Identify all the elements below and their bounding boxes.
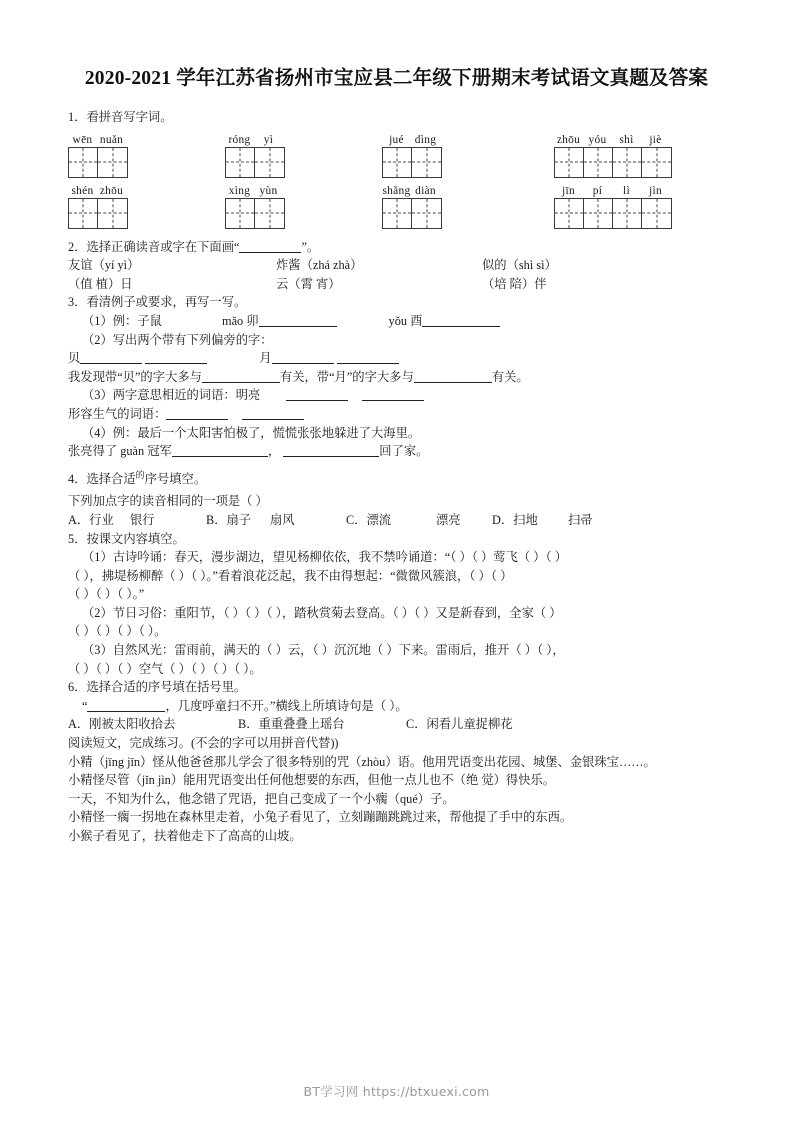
q6-option-a[interactable]: A．刚被太阳收拾去 xyxy=(68,717,176,732)
q3-item-you: yǒu 酉 xyxy=(388,313,423,328)
question-5-part2-line1: （2）节日习俗：重阳节，（ ）（ ）（ ），踏秋赏菊去登高。（ ）（ ）又是新春到，全家（ ） xyxy=(82,605,562,620)
tianzige-cell[interactable] xyxy=(98,148,127,177)
question-5-part3-line1: （3）自然风光：雷雨前，满天的（ ）云，（ ）沉沉地（ ）下来。雷雨后，推开（ ）（ ）， xyxy=(82,643,565,658)
tianzige-cell[interactable] xyxy=(642,148,671,177)
question-4-heading xyxy=(68,470,751,489)
pinyin-syllable: jué xyxy=(389,133,404,146)
pinyin-label-row xyxy=(225,131,285,147)
q3-zhangliang-c: 回了家。 xyxy=(379,444,429,459)
question-6-heading: 6．选择合适的序号填在括号里。 xyxy=(68,680,247,695)
question-3-radical-blanks xyxy=(68,349,751,368)
answer-blank[interactable] xyxy=(80,352,142,364)
answer-blank[interactable] xyxy=(362,389,424,401)
pinyin-syllable: yóu xyxy=(588,133,607,146)
tianzige-grid[interactable] xyxy=(382,198,442,229)
tianzige-cell[interactable] xyxy=(226,148,255,177)
answer-blank[interactable] xyxy=(272,352,334,364)
tianzige-cell[interactable] xyxy=(613,148,642,177)
q4-option-a-word2[interactable]: 银行 xyxy=(130,512,155,527)
question-3-sub-2-label: （2）写出两个带有下列偏旁的字： xyxy=(82,332,273,347)
answer-blank[interactable] xyxy=(172,445,268,457)
q2-choice[interactable]: 云（霄 宵） xyxy=(276,276,341,291)
pinyin-syllable: xìng xyxy=(228,184,251,197)
pinyin-grid-group xyxy=(554,182,672,229)
question-6-stem xyxy=(68,697,751,716)
pinyin-label-row xyxy=(554,182,672,198)
page-title-area xyxy=(0,0,793,96)
answer-blank[interactable] xyxy=(166,408,228,420)
pinyin-syllable: shǎng xyxy=(382,184,411,197)
pinyin-syllable: zhōu xyxy=(556,133,581,146)
tianzige-cell[interactable] xyxy=(584,148,613,177)
pinyin-syllable: róng xyxy=(228,133,251,146)
question-2-line-2 xyxy=(68,275,751,294)
q3-sentence-b: 有关，带“月”的字大多与 xyxy=(279,369,414,384)
radical-yue: 月 xyxy=(259,351,272,366)
answer-blank[interactable] xyxy=(286,389,348,401)
answer-blank[interactable] xyxy=(259,315,337,327)
q2-choice[interactable]: （培 陪）伴 xyxy=(482,276,547,291)
question-3-discovery-sentence xyxy=(68,368,751,387)
answer-blank[interactable] xyxy=(145,352,207,364)
question-3-sub-3 xyxy=(68,386,751,405)
question-5-part3-line2: （ ）（ ）（ ）空气（ ）（ ）（ ）（ ）。 xyxy=(68,661,262,676)
question-5-part2-line2: （ ）（ ）（ ）（ ）。 xyxy=(68,624,167,639)
radical-bei: 贝 xyxy=(68,351,81,366)
question-5-part1-line3: （ ）（ ）（ ）。” xyxy=(68,587,145,602)
q3-angry-label: 形容生气的词语： xyxy=(68,406,167,421)
q6-option-b[interactable]: B．重重叠叠上瑶台 xyxy=(238,717,345,732)
tianzige-cell[interactable] xyxy=(255,148,284,177)
question-4-heading-superscript: 的 xyxy=(135,469,145,480)
question-2-heading xyxy=(68,238,751,257)
tianzige-cell[interactable] xyxy=(412,199,441,228)
tianzige-cell[interactable] xyxy=(255,199,284,228)
q4-option-d-word2[interactable]: 扫帚 xyxy=(568,512,593,527)
q2-choice[interactable]: 友谊（yí yì） xyxy=(68,258,140,273)
tianzige-grid[interactable] xyxy=(68,198,128,229)
pinyin-label-row xyxy=(554,131,672,147)
q3-item-mao: mǎo 卯 xyxy=(222,313,259,328)
tianzige-grid[interactable] xyxy=(225,198,285,229)
question-4-stem: 下列加点字的读音相同的一项是（ ） xyxy=(68,494,268,509)
q4-option-b-word2[interactable]: 扇风 xyxy=(270,512,295,527)
footer-watermark: BT学习网 https://btxuexi.com xyxy=(303,1084,490,1099)
pinyin-syllable: yì xyxy=(263,133,274,146)
question-4-heading-part-a: 4．选择合适 xyxy=(68,471,136,486)
question-3-sub-1 xyxy=(68,312,751,331)
q3-zhangliang-b: ， xyxy=(267,444,281,459)
q6-option-c[interactable]: C．闲看儿童捉柳花 xyxy=(406,717,513,732)
question-5-heading: 5．按课文内容填空。 xyxy=(68,531,185,546)
reading-instruction: 阅读短文，完成练习。(不会的字可以用拼音代替)) xyxy=(68,736,339,751)
pinyin-label-row xyxy=(382,182,442,198)
pinyin-syllable: shén xyxy=(71,184,94,197)
q3-zhangliang-a: 张亮得了 guàn 冠军 xyxy=(68,444,172,459)
question-1-heading: 1．看拼音写字词。 xyxy=(68,110,173,124)
answer-blank[interactable] xyxy=(202,371,280,383)
reading-line: 小精怪尽管（jǐn jìn）能用咒语变出任何他想要的东西，但他一点儿也不（绝 觉）得快乐。 xyxy=(68,773,556,788)
q4-option-c-word2[interactable]: 漂亮 xyxy=(436,512,461,527)
question-5-part1-line1: （1）古诗吟诵：春天，漫步湖边，望见杨柳依依，我不禁吟诵道：“（ ）（ ）莺飞（ ）（ ） xyxy=(82,550,568,565)
answer-blank[interactable] xyxy=(337,352,399,364)
q6-stem-quote-open: “ xyxy=(82,698,88,713)
q4-option-c[interactable]: C．漂流 xyxy=(346,512,392,527)
pinyin-syllable: yùn xyxy=(259,184,278,197)
pinyin-grid-group xyxy=(554,131,672,178)
tianzige-cell[interactable] xyxy=(383,148,412,177)
question-6-options xyxy=(68,715,751,734)
reading-line: 小精怪一瘸一拐地在森林里走着，小兔子看见了，立刻蹦蹦跳跳过来，帮他提了手中的东西。 xyxy=(68,810,573,825)
answer-blank[interactable] xyxy=(239,241,301,253)
tianzige-grid[interactable] xyxy=(68,147,128,178)
q3-example-label: （1）例：子鼠 xyxy=(82,313,162,328)
answer-blank[interactable] xyxy=(87,700,165,712)
pinyin-grid-group xyxy=(382,131,442,178)
q2-choice[interactable]: （值 植）日 xyxy=(68,276,133,291)
q2-choice[interactable]: 似的（shì sì） xyxy=(482,258,557,273)
question-5-part1-line2: （ ），拂堤杨柳醉（ ）（ ）。”看着浪花泛起，我不由得想起：“微微风簇浪，（ ）（ ） xyxy=(68,568,513,583)
reading-line: 一天，不知为什么，他念错了咒语，把自己变成了一个小瘸（qué）子。 xyxy=(68,791,455,806)
tianzige-cell[interactable] xyxy=(98,199,127,228)
tianzige-grid[interactable] xyxy=(554,198,672,229)
tianzige-cell[interactable] xyxy=(383,199,412,228)
page-title: 2020-2021 学年江苏省扬州市宝应县二年级下册期末考试语文真题及答案 xyxy=(84,68,709,89)
pinyin-syllable: dìng xyxy=(414,133,437,146)
pinyin-syllable: nuǎn xyxy=(99,133,124,146)
q3-sentence-c: 有关。 xyxy=(491,369,529,384)
tianzige-cell[interactable] xyxy=(555,148,584,177)
q3-sentence-a: 我发现带“贝”的字大多与 xyxy=(68,369,202,384)
q6-stem-rest: ，几度呼童扫不开。”横线上所填诗句是（ ）。 xyxy=(165,698,408,713)
pinyin-syllable: pí xyxy=(592,184,603,197)
question-2-line-1 xyxy=(68,256,751,275)
answer-blank[interactable] xyxy=(283,445,379,457)
tianzige-cell[interactable] xyxy=(226,199,255,228)
pinyin-grid-group xyxy=(382,182,442,229)
pinyin-syllable: jìn xyxy=(649,184,662,197)
pinyin-grid-row xyxy=(68,131,751,178)
pinyin-label-row xyxy=(225,182,285,198)
pinyin-syllable: jīn xyxy=(562,184,575,197)
question-4-heading-part-b: 序号填空。 xyxy=(144,471,207,486)
question-4-options xyxy=(68,511,751,530)
pinyin-syllable: wēn xyxy=(72,133,93,146)
answer-blank[interactable] xyxy=(422,315,500,327)
reading-line: 小猴子看见了，扶着他走下了高高的山坡。 xyxy=(68,829,302,843)
pinyin-grid-group xyxy=(68,131,128,178)
exam-content xyxy=(0,96,793,846)
reading-line: 小精（jīng jīn）怪从他爸爸那儿学会了很多特别的咒（zhòu）语。他用咒语变出花园、城堡、金银珠宝……。 xyxy=(68,754,656,769)
question-3-heading: 3．看清例子或要求，再写一写。 xyxy=(68,295,247,310)
tianzige-grid[interactable] xyxy=(554,147,672,178)
question-2-heading-part-a: 2．选择正确读音或字在下面画“ xyxy=(68,239,240,254)
pinyin-label-row xyxy=(68,182,128,198)
pinyin-label-row xyxy=(68,131,128,147)
question-3-angry-words xyxy=(68,405,751,424)
answer-blank[interactable] xyxy=(414,371,492,383)
question-3-sub-4-sentence xyxy=(68,442,751,461)
question-3-sub-4-label: （4）例：最后一个太阳害怕极了，慌慌张张地躲进了大海里。 xyxy=(82,425,421,440)
tianzige-cell[interactable] xyxy=(613,199,642,228)
tianzige-cell[interactable] xyxy=(555,199,584,228)
pinyin-syllable: shì xyxy=(619,133,634,146)
q4-option-a[interactable]: A．行业 xyxy=(68,512,114,527)
pinyin-grid-group xyxy=(225,182,285,229)
pinyin-syllable: zhōu xyxy=(99,184,124,197)
tianzige-grid[interactable] xyxy=(382,147,442,178)
tianzige-grid[interactable] xyxy=(225,147,285,178)
pinyin-grid-group xyxy=(68,182,128,229)
pinyin-syllable: diàn xyxy=(415,184,436,197)
q4-option-b[interactable]: B．扇子 xyxy=(206,512,252,527)
tianzige-cell[interactable] xyxy=(69,199,98,228)
q2-choice[interactable]: 炸酱（zhá zhà） xyxy=(276,258,363,273)
pinyin-grid-row xyxy=(68,182,751,229)
q4-option-d[interactable]: D．扫地 xyxy=(492,512,538,527)
pinyin-label-row xyxy=(382,131,442,147)
answer-blank[interactable] xyxy=(242,408,304,420)
pinyin-grid-group xyxy=(225,131,285,178)
pinyin-syllable: lì xyxy=(623,184,630,197)
tianzige-cell[interactable] xyxy=(69,148,98,177)
tianzige-cell[interactable] xyxy=(412,148,441,177)
tianzige-cell[interactable] xyxy=(642,199,671,228)
tianzige-cell[interactable] xyxy=(584,199,613,228)
question-2-heading-part-b: ”。 xyxy=(301,239,320,254)
pinyin-syllable: jiè xyxy=(649,133,662,146)
question-1-pinyin-grids xyxy=(68,131,751,229)
q3-synonym-label: （3）两字意思相近的词语：明亮 xyxy=(82,388,261,403)
